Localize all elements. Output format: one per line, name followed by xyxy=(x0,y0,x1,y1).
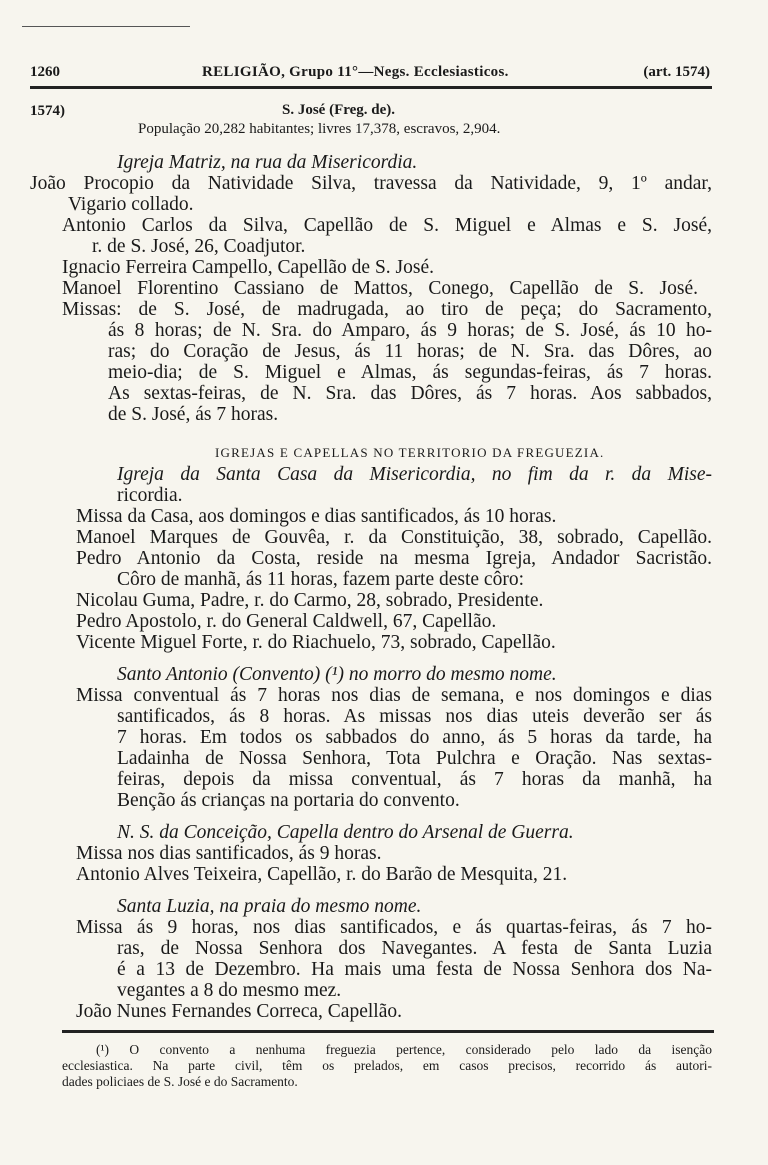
santa-casa-line: Pedro Antonio da Costa, reside na mesma Igreja, Andador Sacristão. xyxy=(76,548,712,569)
matriz-line: de S. José, ás 7 horas. xyxy=(108,404,279,425)
santa-casa-line: Côro de manhã, ás 11 horas, fazem parte deste côro: xyxy=(117,569,524,590)
santo-antonio-line: 7 horas. Em todos os sabbados do anno, ás 5 horas da tarde, ha xyxy=(117,727,712,748)
matriz-line: As sextas-feiras, de N. Sra. das Dôres, ás 7 horas. Aos sabbados, xyxy=(108,383,712,404)
conceicao-line: Antonio Alves Teixeira, Capellão, r. do Barão de Mesquita, 21. xyxy=(76,864,568,885)
santa-casa-line: Manoel Marques de Gouvêa, r. da Constituição, 38, sobrado, Capellão. xyxy=(76,527,712,548)
santo-antonio-line: Ladainha de Nossa Senhora, Tota Pulchra e Oração. Nas sextas- xyxy=(117,748,712,769)
santa-casa-line: Missa da Casa, aos domingos e dias santificados, ás 10 horas. xyxy=(76,506,557,527)
santa-luzia-line: é a 13 de Dezembro. Ha mais uma festa de Nossa Senhora dos Na- xyxy=(117,959,712,980)
matriz-line: r. de S. José, 26, Coadjutor. xyxy=(92,236,306,257)
santo-antonio-line: Santo Antonio (Convento) (¹) no morro do mesmo nome. xyxy=(117,664,557,685)
footnote-line: ecclesiastica. Na parte civil, têm os prelados, em casos precisos, recorrido ás autori- xyxy=(62,1058,712,1073)
santo-antonio-line: feiras, depois da missa conventual, ás 7 horas da manhã, ha xyxy=(117,769,712,790)
conceicao-line: Missa nos dias santificados, ás 9 horas. xyxy=(76,843,382,864)
matriz-line: Antonio Carlos da Silva, Capellão de S. Miguel e Almas e S. José, xyxy=(62,215,712,236)
santo-antonio-line: Missa conventual ás 7 horas nos dias de semana, e nos domingos e dias xyxy=(76,685,712,706)
santa-casa-line: Vicente Miguel Forte, r. do Riachuelo, 73, sobrado, Capellão. xyxy=(76,632,556,653)
matriz-line: Manoel Florentino Cassiano de Mattos, Conego, Capellão de S. José. xyxy=(62,278,698,299)
matriz-line: ras; do Coração de Jesus, ás 11 horas; de N. Sra. das Dôres, ao xyxy=(108,341,712,362)
matriz-line: Ignacio Ferreira Campello, Capellão de S. José. xyxy=(62,257,435,278)
santa-casa-line: Igreja da Santa Casa da Misericordia, no fim da r. da Mise- xyxy=(117,464,712,485)
matriz-line: Missas: de S. José, de madrugada, ao tiro de peça; do Sacramento, xyxy=(62,299,712,320)
matriz-line: Igreja Matriz, na rua da Misericordia. xyxy=(117,152,418,173)
running-header xyxy=(30,64,712,89)
footnote-line: dades policiaes de S. José e do Sacramento. xyxy=(62,1074,298,1089)
running-title: RELIGIÃO, Grupo 11°—Negs. Ecclesiasticos. xyxy=(202,64,509,80)
matriz-line: meio-dia; de S. Miguel e Almas, ás segundas-feiras, ás 7 horas. xyxy=(108,362,712,383)
article-ref: (art. 1574) xyxy=(643,64,710,80)
top-rule xyxy=(22,26,190,27)
section-heading: IGREJAS E CAPELLAS NO TERRITORIO DA FREGUEZIA. xyxy=(215,445,605,460)
santa-casa-line: ricordia. xyxy=(117,485,183,506)
matriz-line: ás 8 horas; de N. Sra. do Amparo, ás 9 horas; de S. José, ás 10 ho- xyxy=(108,320,712,341)
santo-antonio-line: santificados, ás 8 horas. As missas nos dias uteis deverão ser ás xyxy=(117,706,712,727)
conceicao-line: N. S. da Conceição, Capella dentro do Arsenal de Guerra. xyxy=(117,822,574,843)
matriz-line: João Procopio da Natividade Silva, travessa da Natividade, 9, 1º andar, xyxy=(30,173,712,194)
footnote-line: (¹) O convento a nenhuma freguezia pertence, considerado pelo lado da isenção xyxy=(96,1042,712,1057)
matriz-line: Vigario collado. xyxy=(68,194,194,215)
santa-casa-line: Pedro Apostolo, r. do General Caldwell, 67, Capellão. xyxy=(76,611,497,632)
santa-casa-line: Nicolau Guma, Padre, r. do Carmo, 28, sobrado, Presidente. xyxy=(76,590,544,611)
santa-luzia-line: ras, de Nossa Senhora dos Navegantes. A festa de Santa Luzia xyxy=(117,938,712,959)
entry-number: 1574) xyxy=(30,103,65,119)
santa-luzia-line: vegantes a 8 do mesmo mez. xyxy=(117,980,342,1001)
santa-luzia-line: João Nunes Fernandes Correca, Capellão. xyxy=(76,1001,402,1022)
santa-luzia-line: Missa ás 9 horas, nos dias santificados, e ás quartas-feiras, ás 7 ho- xyxy=(76,917,712,938)
population-line: População 20,282 habitantes; livres 17,378, escravos, 2,904. xyxy=(138,121,501,137)
footnote-rule xyxy=(62,1030,714,1033)
santo-antonio-line: Benção ás crianças na portaria do convento. xyxy=(117,790,460,811)
entry-title: S. José (Freg. de). xyxy=(282,102,396,118)
santa-luzia-line: Santa Luzia, na praia do mesmo nome. xyxy=(117,896,422,917)
page-number: 1260 xyxy=(30,64,60,80)
